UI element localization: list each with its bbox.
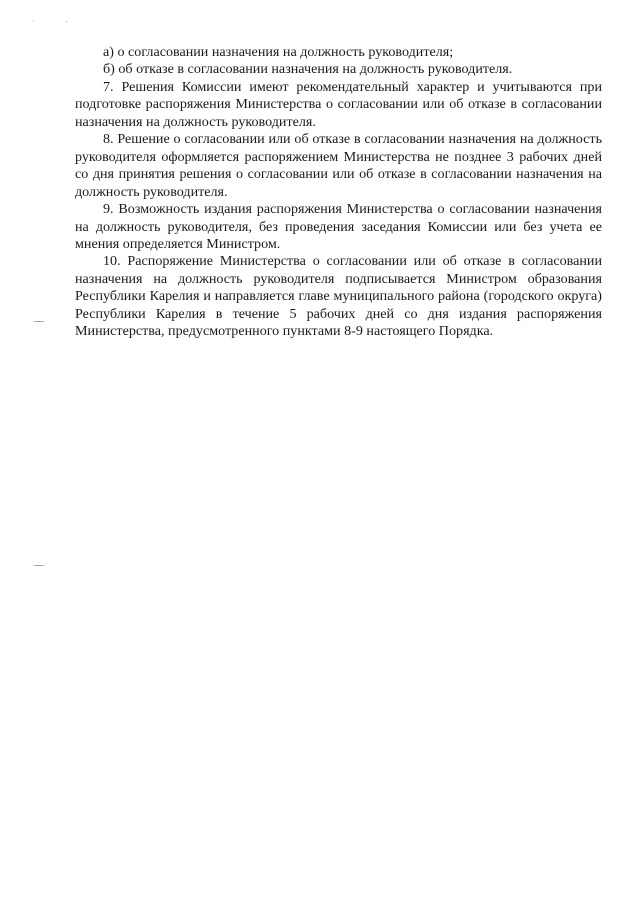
scan-artifact-punch-mark-upper [33,321,45,323]
paragraph-7: 7. Решения Комиссии имеют рекомендательный характер и учитываются при подготовке распоряжения Министерства о согласовании или об отказе в согласовании назначения на должность руководителя. [75,78,602,130]
scan-artifact-top-left [33,20,34,21]
document-body [75,44,602,341]
scan-artifact-top [66,21,67,22]
paragraph-10: 10. Распоряжение Министерства о согласовании или об отказе в согласовании назначения на должность руководителя подписывается Министром образования Республики Карелия и направляется главе муниципального района (городского округа) Республики Карелия в течение 5 рабочих дней со дня издания распоряжения Министерства, предусмотренного пунктами 8-9 настоящего Порядка. [75,253,602,340]
paragraph-9: 9. Возможность издания распоряжения Министерства о согласовании назначения на должность руководителя, без проведения заседания Комиссии или без учета ее мнения определяется Министром. [75,201,602,252]
scan-artifact-punch-mark-lower [33,565,45,567]
paragraph-option-b: б) об отказе в согласовании назначения на должность руководителя. [103,61,513,78]
paragraph-option-a: а) о согласовании назначения на должность руководителя; [103,44,454,60]
paragraph-8: 8. Решение о согласовании или об отказе в согласовании назначения на должность руководителя оформляется распоряжением Министерства не позднее 3 рабочих дней со дня принятия решения о согласовании или об отказе в согласовании назначения на должность руководителя. [75,131,602,200]
